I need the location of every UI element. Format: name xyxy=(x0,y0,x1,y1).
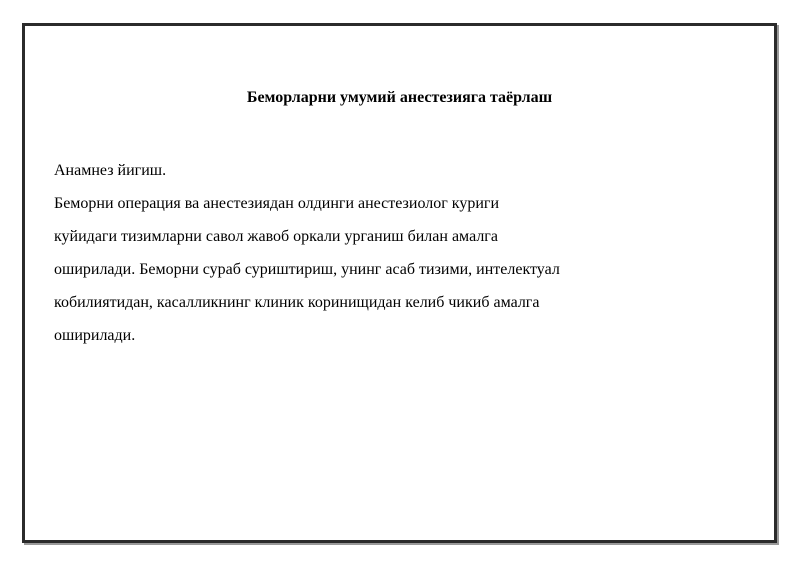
slide-page xyxy=(22,23,777,543)
body-line: оширилади. Беморни сураб суриштириш, унинг асаб тизими, интелектуал xyxy=(54,261,560,278)
body-line: оширилади. xyxy=(54,327,136,344)
body-line: Анамнез йигиш. xyxy=(54,162,167,179)
body-line: Беморни операция ва анестезиядан олдинги анестезиолог куриги xyxy=(54,195,500,212)
body-line: кобилиятидан, касалликнинг клиник коринищидан келиб чикиб амалга xyxy=(54,294,540,311)
body-line: куйидаги тизимларни савол жавоб оркали урганиш билан амалга xyxy=(54,228,498,245)
slide-title: Беморларни умумий анестезияга таёрлаш xyxy=(246,89,553,106)
slide-body xyxy=(54,154,754,352)
